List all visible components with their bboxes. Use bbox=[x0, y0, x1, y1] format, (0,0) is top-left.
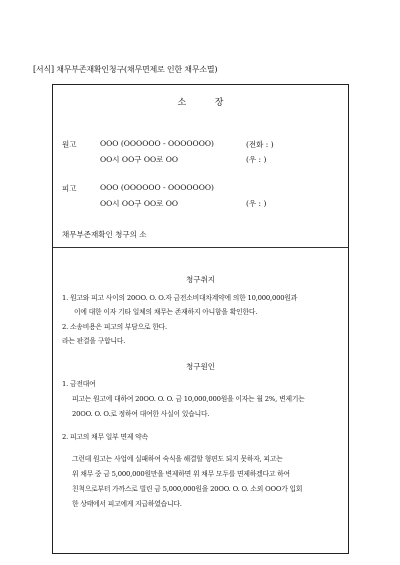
form-caption: [서식] 채무부존재확인청구(채무면제로 인한 채무소멸) bbox=[33, 65, 218, 74]
claim-cause-line: 친척으로부터 가까스로 빌린 금 5,000,000원을 20OO. O. O. 소외 OOO가 입회 bbox=[72, 485, 303, 493]
claim-purpose-line: 라는 판결을 구합니다. bbox=[62, 337, 126, 345]
claim-cause-subtitle: 2. 피고의 채무 일부 면제 약속 bbox=[62, 433, 148, 441]
claim-cause-line: 그런데 원고는 사업에 실패하여 숙식을 해결할 형편도 되지 못하자, 피고는 bbox=[72, 455, 283, 463]
claim-cause-subtitle: 1. 금전대여 bbox=[62, 380, 96, 388]
defendant-zip: (우 : ) bbox=[246, 199, 267, 208]
claim-cause-line: 피고는 원고에 대하여 20OO. O. O. 금 10,000,000원을 이자는 월 2%, 변제기는 bbox=[72, 395, 305, 403]
section-divider bbox=[53, 247, 348, 248]
plaintiff-phone: (전화 : ) bbox=[246, 140, 274, 149]
plaintiff-role: 원고 bbox=[62, 140, 77, 149]
defendant-role: 피고 bbox=[62, 184, 77, 193]
claim-purpose-line: 1. 원고와 피고 사이의 20OO. O. O.자 금전소비대차계약에 의한 10,000,000원과 bbox=[62, 294, 298, 302]
complaint-document bbox=[52, 84, 349, 554]
plaintiff-zip: (우 : ) bbox=[246, 155, 267, 164]
plaintiff-name: OOO (OOOOOO - OOOOOOO) bbox=[100, 139, 214, 148]
claim-purpose-heading: 청구취지 bbox=[186, 275, 215, 284]
claim-purpose-line: 이에 대한 이자 기타 일체의 채무는 존재하지 아니함을 확인한다. bbox=[74, 308, 258, 316]
claim-cause-line: 20OO. O. O.로 정하여 대여한 사실이 있습니다. bbox=[72, 410, 210, 418]
claim-cause-line: 한 상태에서 피고에게 지급하였습니다. bbox=[72, 500, 182, 508]
defendant-name: OOO (OOOOOO - OOOOOOO) bbox=[100, 183, 214, 192]
claim-cause-line: 위 채무 중 금 5,000,000원만을 변제하면 위 채무 모두를 면제하겠다고 하여 bbox=[72, 470, 290, 478]
plaintiff-address: OO시 OO구 OO로 OO bbox=[100, 155, 179, 164]
document-title: 소 장 bbox=[177, 98, 224, 108]
claim-cause-heading: 청구원인 bbox=[186, 362, 215, 371]
case-name: 채무부존재확인 청구의 소 bbox=[62, 230, 147, 239]
defendant-address: OO시 OO구 OO로 OO bbox=[100, 199, 179, 208]
claim-purpose-line: 2. 소송비용은 피고의 부담으로 한다. bbox=[62, 323, 168, 331]
